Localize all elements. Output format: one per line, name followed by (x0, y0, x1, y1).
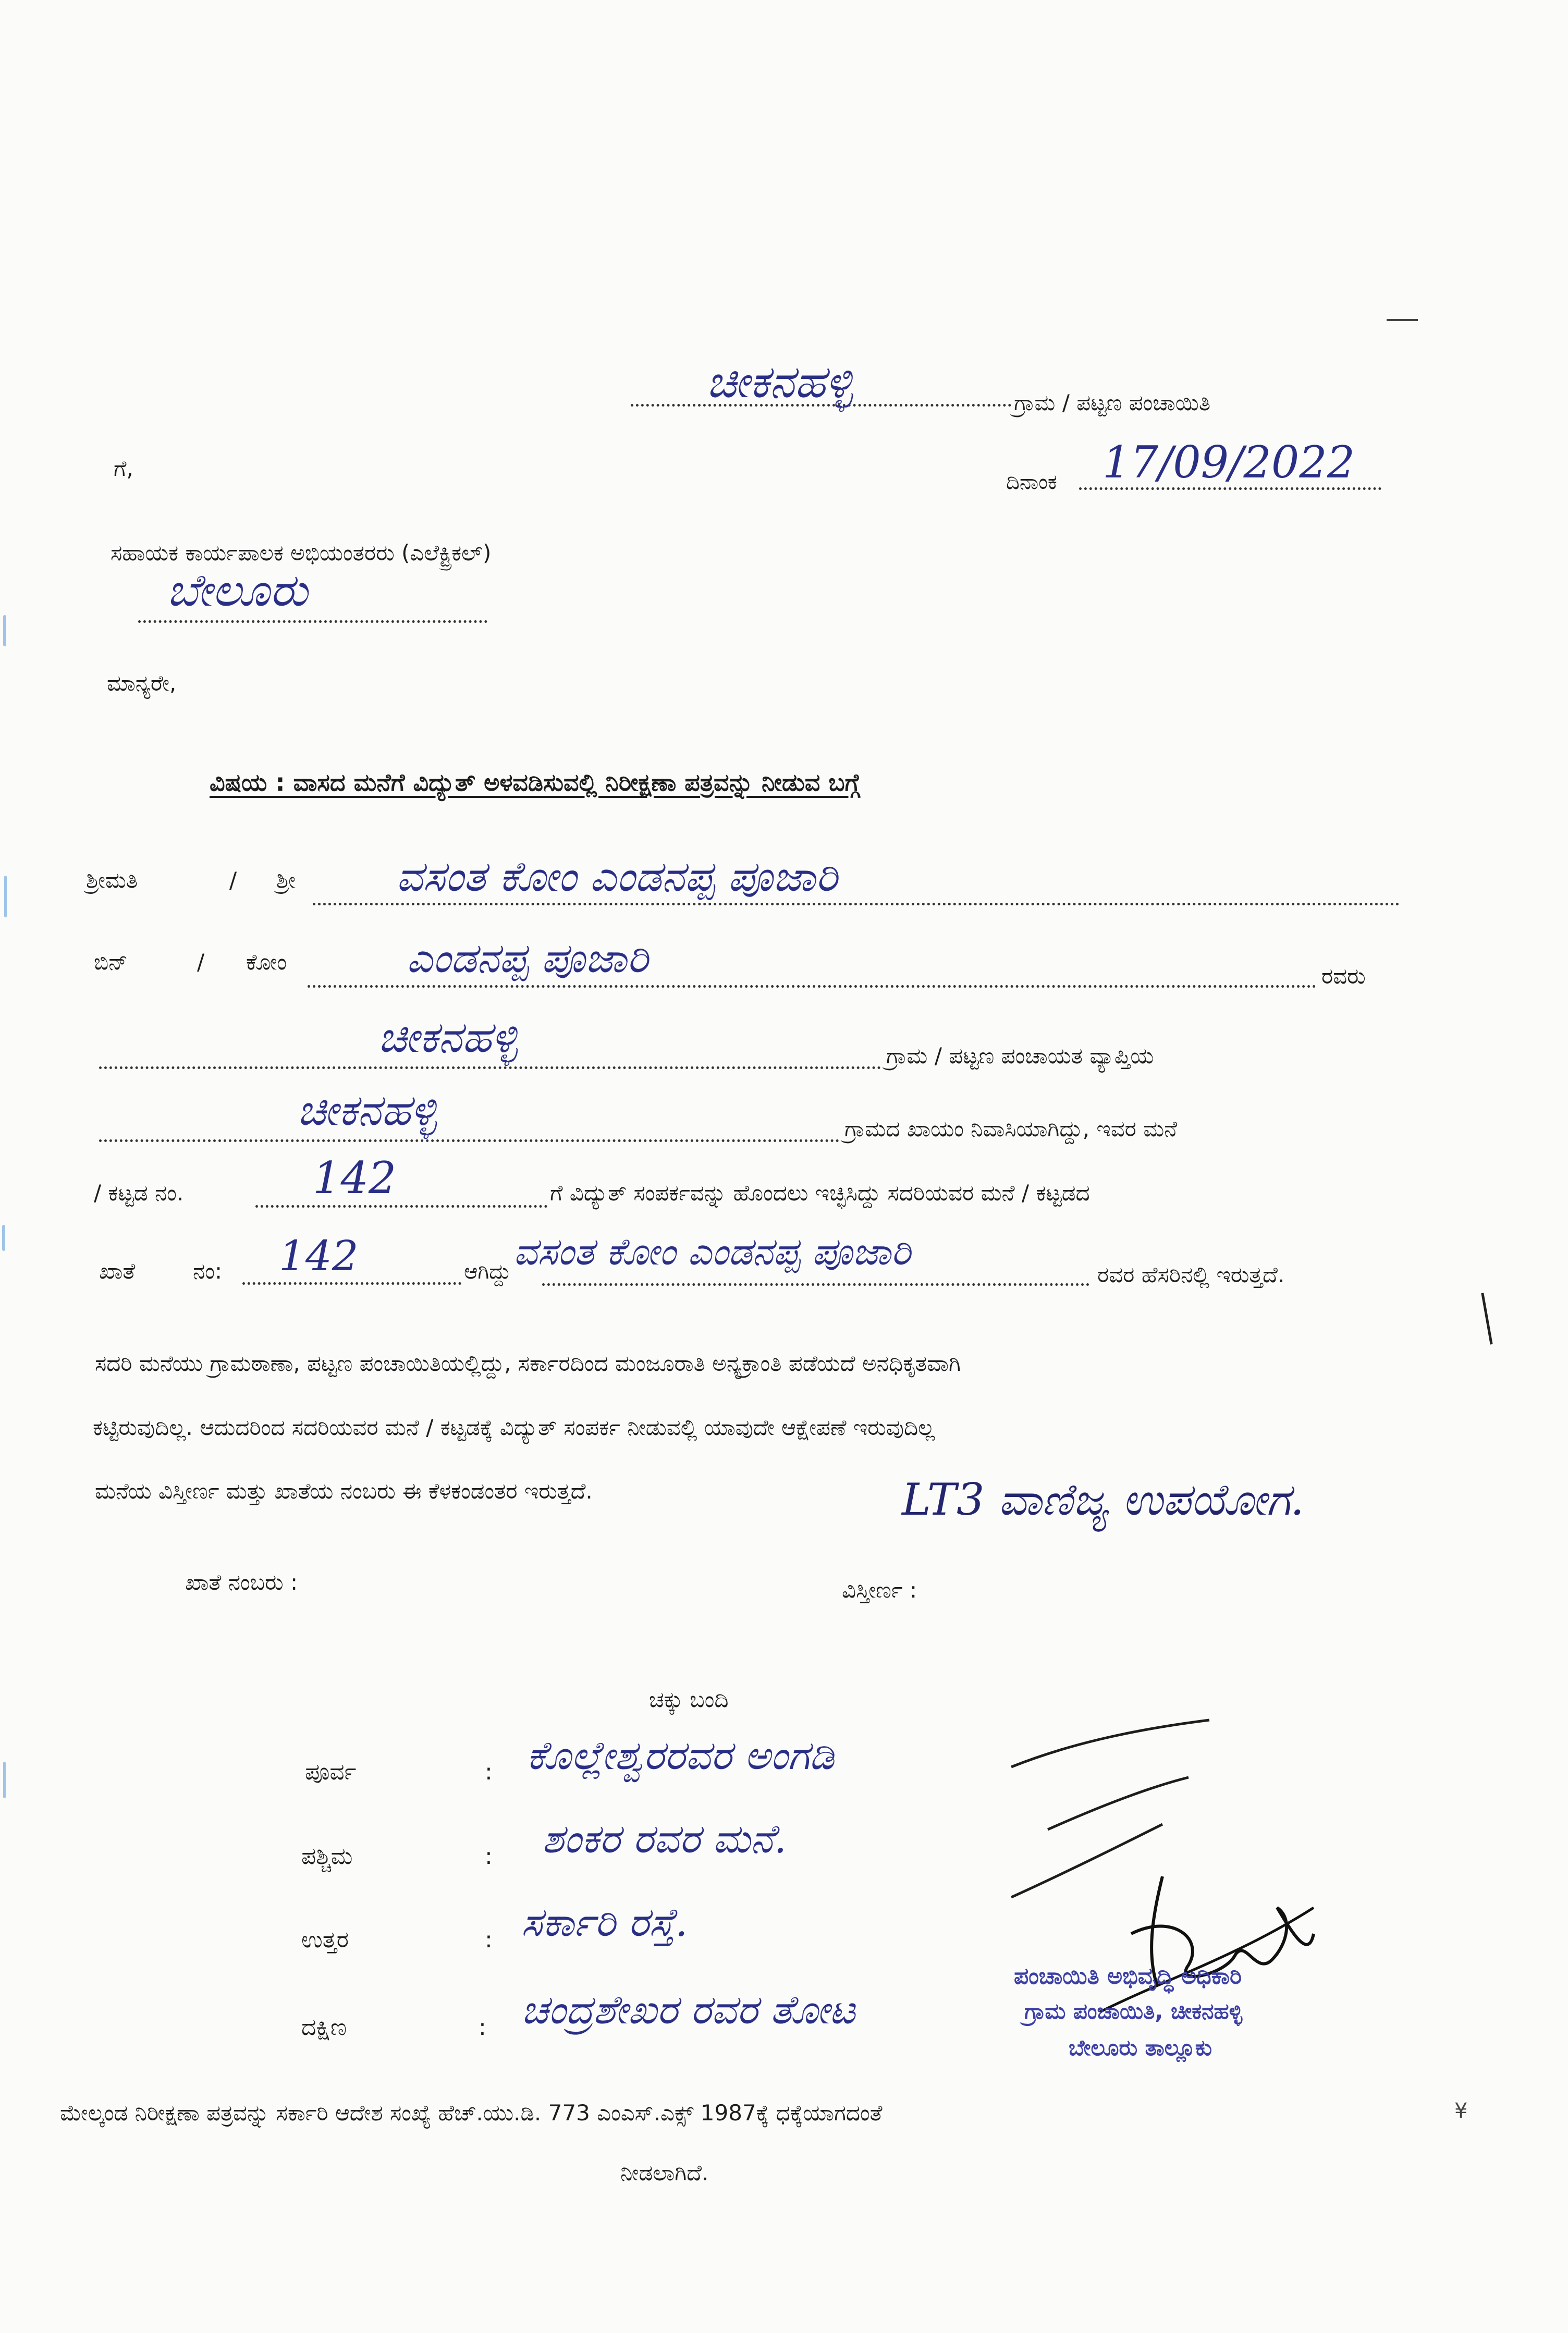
addressee-place-line (138, 620, 487, 623)
relation-label-slash: / (197, 949, 205, 975)
building-number: 142 (313, 1152, 397, 1204)
village-name-1: ಚೀಕನಹಳ್ಳಿ (378, 1013, 518, 1062)
south-boundary: ಚಂದ್ರಶೇಖರ ರವರ ತೋಟ (521, 1986, 855, 2033)
margin-mark (3, 615, 6, 646)
khata-suffix: ರವರ ಹೆಸರಿನಲ್ಲಿ ಇರುತ್ತದೆ. (1097, 1262, 1285, 1287)
paragraph-line-3: ಮನೆಯ ವಿಸ್ತೀರ್ಣ ಮತ್ತು ಖಾತೆಯ ನಂಬರು ಈ ಕೆಳಕಂಡಂತರ ಇರುತ್ತದೆ. (95, 1478, 593, 1504)
south-colon: : (479, 2014, 486, 2041)
boundaries-heading: ಚಕ್ಕು ಬಂದಿ (649, 1687, 729, 1712)
stamp-line-2: ಗ್ರಾಮ ಪಂಚಾಯಿತಿ, ಚೀಕನಹಳ್ಳಿ (1024, 1998, 1243, 2024)
edge-mark (1387, 319, 1418, 321)
name-label-shri: ಶ್ರೀ (276, 867, 296, 893)
north-label: ಉತ್ತರ (301, 1926, 349, 1953)
khata-mid: ಆಗಿದ್ದು (464, 1260, 511, 1284)
building-label: / ಕಟ್ಟಡ ನಂ. (94, 1180, 184, 1206)
relation-label-bin: ಬಿನ್ (94, 949, 128, 975)
north-boundary: ಸರ್ಕಾರಿ ರಸ್ತೆ. (521, 1899, 688, 1945)
applicant-name: ವಸಂತ ಕೋಂ ಎಂಡನಪ್ಪ ಪೂಜಾರಿ (396, 852, 838, 901)
khata-label: ಖಾತೆ (99, 1258, 136, 1284)
to-label: ಗೆ, (114, 456, 133, 481)
paragraph-line-2: ಕಟ್ಟಿರುವುದಿಲ್ಲ. ಆದುದರಿಂದ ಸದರಿಯವರ ಮನೆ / ಕಟ್ಟಡಕ್ಕೆ ವಿದ್ಯುತ್ ಸಂಪರ್ಕ ನೀಡುವಲ್ಲಿ ಯಾವುದೇ ಆಕ್ಷೇಪಣೆ ಇರುವುದಿಲ್ಲ (93, 1415, 935, 1440)
village-name-2: ಚೀಕನಹಳ್ಳಿ (297, 1086, 437, 1135)
village-line-2 (99, 1139, 839, 1142)
village-line-1 (99, 1066, 881, 1069)
paragraph-line-1: ಸದರಿ ಮನೆಯು ಗ್ರಾಮಠಾಣಾ, ಪಟ್ಟಣ ಪಂಚಾಯಿತಿಯಲ್ಲಿದ್ದು, ಸರ್ಕಾರದಿಂದ ಮಂಜೂರಾತಿ ಅನ್ಯಕ್ರಾಂತಿ ಪಡೆಯದೆ ಅನಧಿಕೃತವಾಗಿ (95, 1350, 961, 1376)
margin-mark (2, 1225, 5, 1251)
relation-line (308, 985, 1316, 988)
khata-owner: ವಸಂತ ಕೋಂ ಎಂಡನಪ್ಪ ಪೂಜಾರಿ (513, 1230, 911, 1273)
khata-number: 142 (279, 1232, 359, 1280)
khata-owner-line (542, 1283, 1089, 1286)
addressee-title: ಸಹಾಯಕ ಕಾರ್ಯಪಾಲಕ ಅಭಿಯಂತರರು (ಎಲೆಕ್ಟ್ರಿಕಲ್) (111, 540, 492, 566)
margin-mark (3, 1762, 6, 1798)
south-label: ದಕ್ಷಿಣ (301, 2014, 347, 2041)
relation-suffix: ರವರು (1321, 963, 1366, 989)
village-suffix-2: ಗ್ರಾಮದ ಖಾಯಂ ನಿವಾಸಿಯಾಗಿದ್ದು, ಇವರ ಮನೆ (844, 1116, 1178, 1141)
north-colon: : (485, 1926, 493, 1953)
salutation: ಮಾನ್ಯರೇ, (107, 670, 177, 696)
east-label: ಪೂರ್ವ (305, 1759, 357, 1785)
area-field-label: ವಿಸ್ತೀರ್ಣ : (842, 1577, 917, 1603)
stamp-line-3: ಬೇಲೂರು ತಾಲ್ಲೂಕು (1069, 2035, 1212, 2060)
east-boundary: ಕೊಲ್ಲೇಶ್ವರರವರ ಅಂಗಡಿ (526, 1732, 835, 1778)
panchayat-label: ಗ್ರಾಮ / ಪಟ್ಟಣ ಪಂಚಾಯಿತಿ (1014, 390, 1211, 415)
addressee-place: ಬೇಲೂರು (167, 564, 308, 617)
name-label-shrimati: ಶ್ರೀಮತಿ (86, 867, 138, 893)
subject-line: ವಿಷಯ : ವಾಸದ ಮನೆಗೆ ವಿದ್ಯುತ್ ಅಳವಡಿಸುವಲ್ಲಿ ನಿರೀಕ್ಷಣಾ ಪತ್ರವನ್ನು ನೀಡುವ ಬಗ್ಗೆ (210, 768, 860, 796)
edge-mark (1481, 1293, 1492, 1344)
name-label-slash: / (229, 867, 237, 893)
building-number-line (255, 1205, 547, 1208)
date-value: 17/09/2022 (1102, 437, 1355, 488)
footer-line-1: ಮೇಲ್ಕಂಡ ನಿರೀಕ್ಷಣಾ ಪತ್ರವನ್ನು ಸರ್ಕಾರಿ ಆದೇಶ ಸಂಖ್ಯೆ ಹೆಚ್.ಯು.ಡಿ. 773 ಎಂಎಸ್.ಎಕ್ಸ್ 1987ಕ್ಕೆ ಧಕ್ಕೆಯಾಗದಂತೆ (60, 2100, 883, 2126)
footer-line-2: ನೀಡಲಾಗಿದೆ. (620, 2160, 709, 2185)
west-label: ಪಶ್ಚಿಮ (301, 1843, 353, 1870)
east-colon: : (485, 1759, 493, 1785)
relation-label-kom: ಕೋಂ (246, 949, 287, 975)
village-suffix-1: ಗ್ರಾಮ / ಪಟ್ಟಣ ಪಂಚಾಯತ ವ್ಯಾಪ್ತಿಯ (886, 1043, 1154, 1069)
khata-number-label: ನಂ: (193, 1258, 223, 1284)
west-colon: : (485, 1843, 493, 1870)
date-label: ದಿನಾಂಕ (1006, 470, 1057, 494)
building-suffix: ಗೆ ವಿದ್ಯುತ್ ಸಂಪರ್ಕವನ್ನು ಹೊಂದಲು ಇಚ್ಛಿಸಿದ್ದು ಸದರಿಯವರ ಮನೆ / ಕಟ್ಟಡದ (550, 1180, 1090, 1206)
name-line (313, 903, 1400, 905)
relation-name: ಎಂಡನಪ್ಪ ಪೂಜಾರಿ (407, 935, 648, 982)
margin-glyph: ¥ (1454, 2099, 1468, 2123)
khata-number-line (242, 1282, 461, 1285)
panchayat-name-handwritten: ಚೀಕನಹಳ್ಳಿ (706, 356, 853, 408)
margin-mark (4, 876, 7, 917)
handwritten-note: LT3 ವಾಣಿಜ್ಯ ಉಪಯೋಗ. (902, 1474, 1304, 1525)
khata-number-field-label: ಖಾತೆ ನಂಬರು : (185, 1569, 298, 1595)
west-boundary: ಶಂಕರ ರವರ ಮನೆ. (542, 1815, 787, 1862)
stamp-line-1: ಪಂಚಾಯಿತಿ ಅಭಿವೃದ್ಧಿ ಅಧಿಕಾರಿ (1014, 1963, 1242, 1990)
